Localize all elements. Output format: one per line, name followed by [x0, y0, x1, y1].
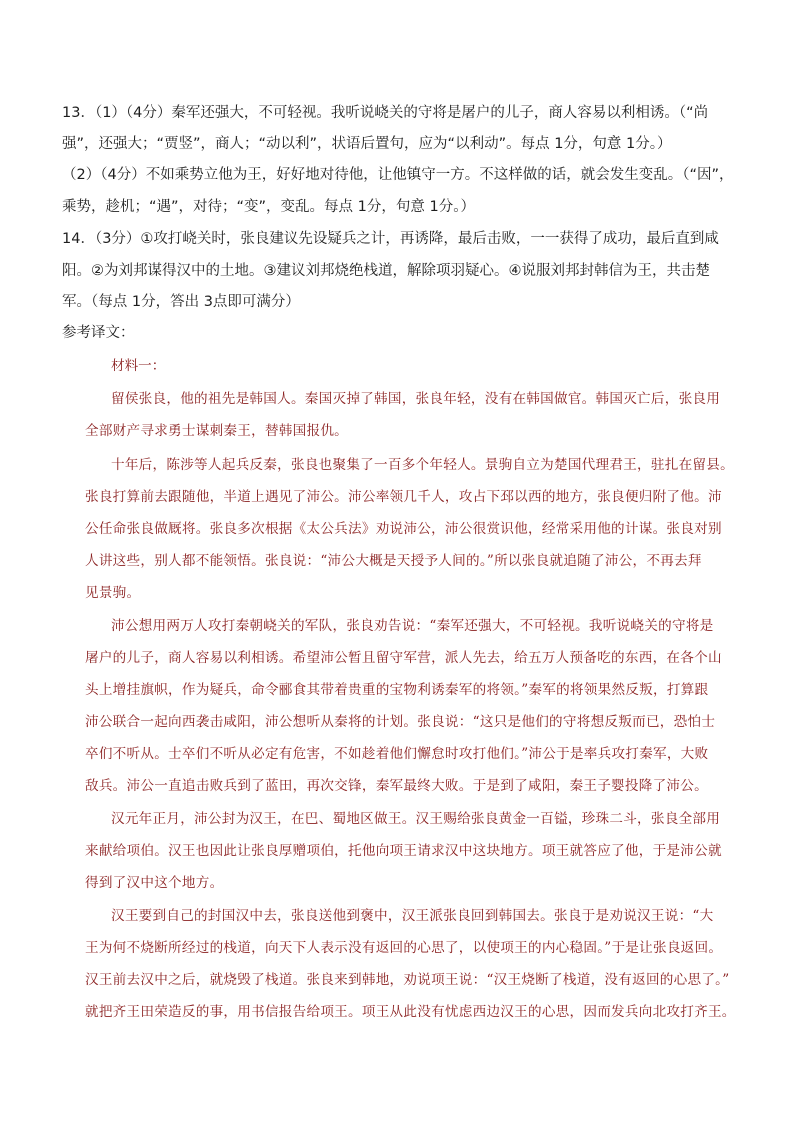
answer-13-line-1: 13．（1）（4分）秦军还强大，不可轻视。我听说峣关的守将是屠户的儿子，商人容易以利相诱。（“尚 [62, 105, 709, 121]
paragraph-4-line-2: 来献给项伯。汉王也因此让张良厚赠项伯，托他向项王请求汉中这块地方。项王就答应了他，于是沛公就 [85, 843, 722, 859]
paragraph-2-line-4: 人讲这些，别人都不能领悟。张良说：“沛公大概是天授予人间的。”所以张良就追随了沛公，不再去拜 [85, 553, 702, 569]
paragraph-3-line-6: 敌兵。沛公一直追击败兵到了蓝田，再次交锋，秦军最终大败。于是到了咸阳，秦王子婴投降了沛公。 [85, 778, 708, 794]
paragraph-1-line-1: 留侯张良，他的祖先是韩国人。秦国灭掉了韩国，张良年轻，没有在韩国做官。韩国灭亡后，张良用 [111, 391, 721, 407]
paragraph-4-line-3: 得到了汉中这个地方。 [85, 875, 224, 891]
paragraph-5-line-4: 就把齐王田荣造反的事，用书信报告给项王。项王从此没有忧虑西边汉王的心思，因而发兵向北攻打齐王。 [85, 1004, 736, 1020]
paragraph-3-line-1: 沛公想用两万人攻打秦朝峣关的军队，张良劝告说：“秦军还强大，不可轻视。我听说峣关的守将是 [111, 618, 714, 634]
answer-13-line-4: 乘势，趁机；“遇”，对待；“变”，变乱。每点 1分，句意 1分。） [62, 199, 475, 215]
paragraph-3-line-4: 沛公联合一起向西袭击咸阳，沛公想听从秦将的计划。张良说：“这只是他们的守将想反叛而已，恐怕士 [85, 714, 716, 730]
answer-14-line-1: 14．（3分）①攻打峣关时，张良建议先设疑兵之计，再诱降，最后击败，一一获得了成功，最后直到咸 [62, 231, 719, 247]
paragraph-4-line-1: 汉元年正月，沛公封为汉王，在巴、蜀地区做王。汉王赐给张良黄金一百镒，珍珠二斗，张良全部用 [111, 811, 721, 827]
answer-13-line-2: 强”，还强大；“贾竖”，商人；“动以利”，状语后置句，应为“以利动”。每点 1分，句意 1分。） [62, 136, 672, 152]
paragraph-3-line-5: 卒们不听从。士卒们不听从必定有危害，不如趁着他们懈怠时攻打他们。”沛公于是率兵攻打秦军，大败 [85, 746, 709, 762]
answer-14-line-3: 军。（每点 1分，答出 3点即可满分） [62, 294, 300, 310]
paragraph-3-line-3: 头上增挂旗帜，作为疑兵，命令郦食其带着贵重的宝物利诱秦军的将领。”秦军的将领果然反叛，打算跟 [85, 682, 709, 698]
translation-heading: 参考译文： [62, 325, 135, 341]
paragraph-5-line-1: 汉王要到自己的封国汉中去，张良送他到褒中，汉王派张良回到韩国去。张良于是劝说汉王说：“大 [111, 908, 714, 924]
paragraph-1-line-2: 全部财产寻求勇士谋刺秦王，替韩国报仇。 [85, 423, 349, 439]
paragraph-5-line-3: 汉王前去汉中之后，就烧毁了栈道。张良来到韩地，劝说项王说：“汉王烧断了栈道，没有返回的心思了。” [85, 972, 730, 988]
answer-14-line-2: 阳。②为刘邦谋得汉中的土地。③建议刘邦烧绝栈道，解除项羽疑心。④说服刘邦封韩信为王，共击楚 [62, 263, 710, 279]
material-label: 材料一： [111, 358, 166, 374]
answer-13-line-3: （2）（4分）不如乘势立他为王，好好地对待他，让他镇守一方。不这样做的话，就会发生变乱。（“因”， [62, 167, 734, 183]
paragraph-2-line-2: 张良打算前去跟随他，半道上遇见了沛公。沛公率领几千人，攻占下邳以西的地方，张良便归附了他。沛 [85, 489, 722, 505]
paragraph-2-line-3: 公任命张良做厩将。张良多次根据《太公兵法》劝说沛公，沛公很赏识他，经常采用他的计谋。张良对别 [85, 521, 722, 537]
paragraph-5-line-2: 王为何不烧断所经过的栈道，向天下人表示没有返回的心思了，以使项王的内心稳固。”于是让张良返回。 [85, 940, 723, 956]
paragraph-2-line-1: 十年后，陈涉等人起兵反秦，张良也聚集了一百多个年轻人。景驹自立为楚国代理君王，驻扎在留县。 [111, 457, 734, 473]
paragraph-2-line-5: 见景驹。 [85, 585, 141, 601]
paragraph-3-line-2: 屠户的儿子，商人容易以利相诱。希望沛公暂且留守军营，派人先去，给五万人预备吃的东西，在各个山 [85, 650, 722, 666]
